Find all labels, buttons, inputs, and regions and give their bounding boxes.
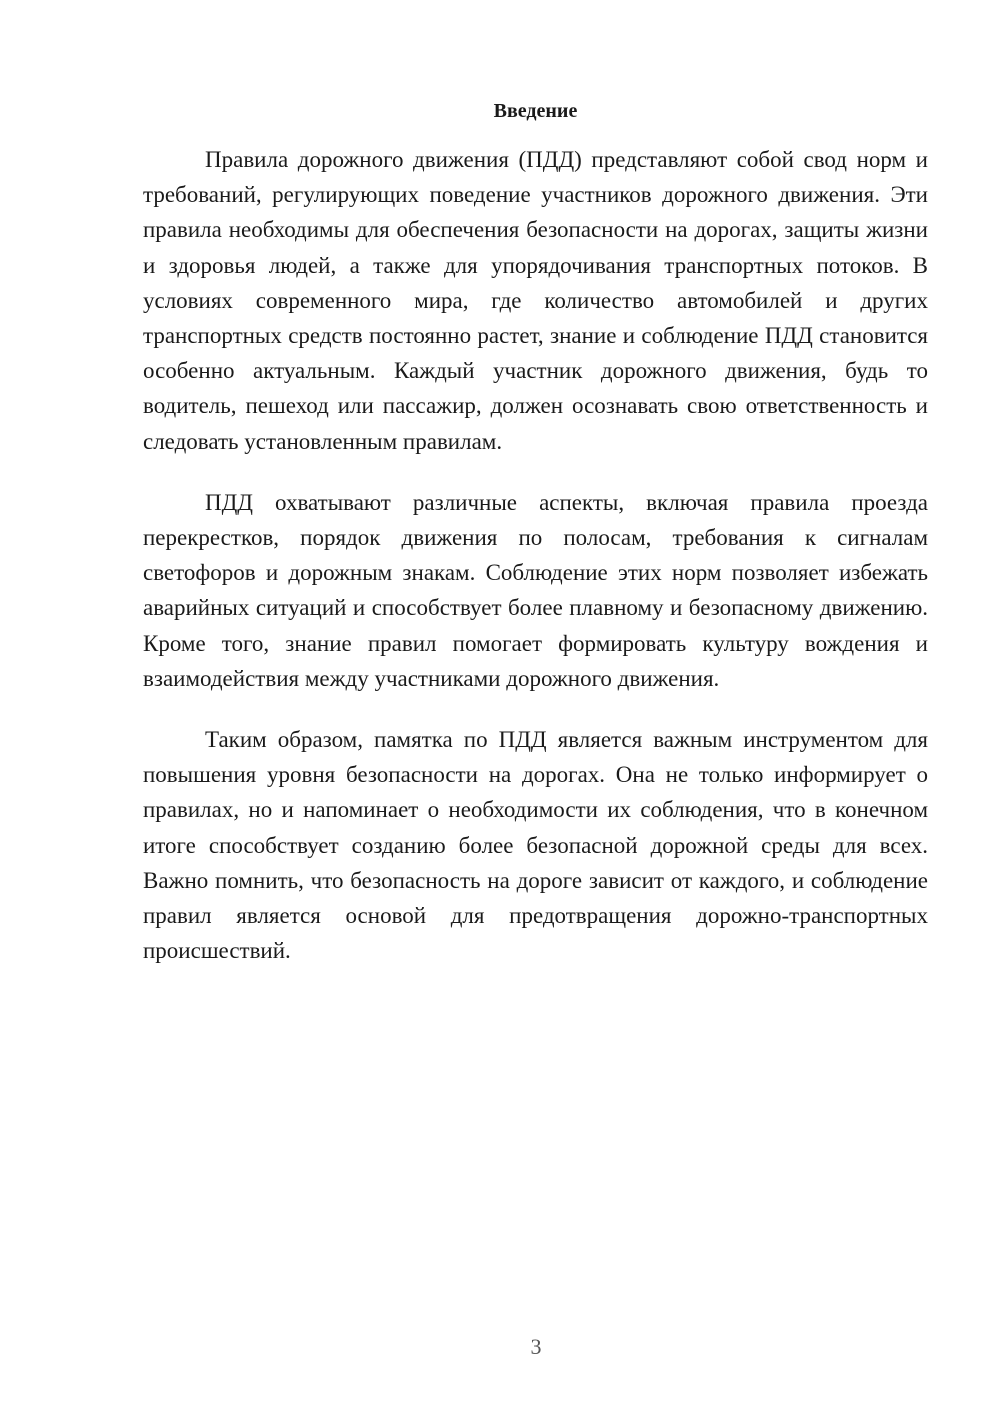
body-text: [143, 142, 928, 994]
section-title: Введение: [493, 100, 578, 122]
page-number: 3: [530, 1334, 542, 1359]
paragraph: Правила дорожного движения (ПДД) представляют собой свод норм и требований, регулирующих поведение участников дорожного движения. Эти правила необходимы для обеспечения безопасности на дорогах, защиты жизни и здоровья людей, а также для упорядочивания транспортных потоков. В условиях современного мира, где количество автомобилей и других транспортных средств постоянно растет, знание и соблюдение ПДД становится особенно актуальным. Каждый участник дорожного движения, будь то водитель, пешеход или пассажир, должен осознавать свою ответственность и следовать установленным правилам.: [143, 147, 928, 454]
paragraph: Таким образом, памятка по ПДД является важным инструментом для повышения уровня безопасности на дорогах. Она не только информирует о правилах, но и напоминает о необходимости их соблюдения, что в конечном итоге способствует созданию более безопасной дорожной среды для всех. Важно помнить, что безопасность на дороге зависит от каждого, и соблюдение правил является основой для предотвращения дорожно-транспортных происшествий.: [143, 727, 928, 964]
paragraph: ПДД охватывают различные аспекты, включая правила проезда перекрестков, порядок движения по полосам, требования к сигналам светофоров и дорожным знакам. Соблюдение этих норм позволяет избежать аварийных ситуаций и способствует более плавному и безопасному движению. Кроме того, знание правил помогает формировать культуру вождения и взаимодействия между участниками дорожного движения.: [143, 489, 928, 691]
